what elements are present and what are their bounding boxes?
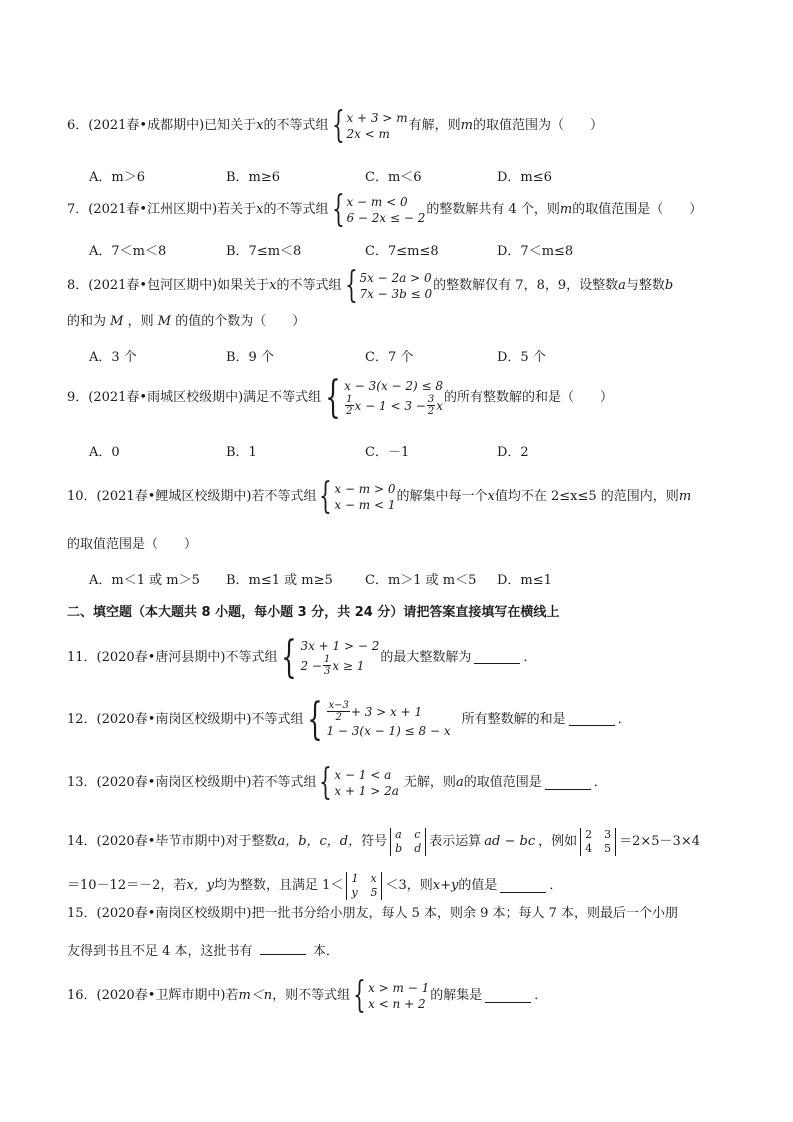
q11-sys-row2-a: 2 − (300, 658, 322, 673)
q10-x: x (487, 489, 495, 504)
q13-end: ． (593, 775, 607, 790)
q7-sys-row1: x − m < 0 (346, 195, 408, 209)
q11-system (278, 631, 380, 683)
q9-option-d[interactable]: D．2 (497, 445, 529, 460)
question-9 (67, 371, 614, 423)
q12-sys-row1 (326, 700, 450, 723)
q8-sys-row1: 5x − 2a > 0 (359, 271, 432, 285)
q8-system (343, 265, 433, 306)
q11-tail: 的最大整数解为 (380, 649, 472, 665)
q14-line2d: 的值是 (458, 878, 498, 893)
section-heading-fill-in: 二、填空题（本大题共 8 小题，每小题 3 分，共 24 分）请把答案直接填写在横线上 (67, 605, 560, 620)
q6-var: x (256, 118, 264, 133)
q9-frac1-num: 1 (346, 394, 353, 405)
question-11 (67, 631, 537, 683)
q8-option-c[interactable]: C．7 个 (365, 350, 414, 365)
det3-b: y (351, 886, 358, 899)
q8-line2b: ，则 (127, 314, 154, 329)
q15-line2 (67, 942, 339, 960)
question-10 (67, 476, 692, 517)
question-7 (67, 189, 703, 230)
q8-tail: 的整数解仅有 7，8，9，设整数 (433, 278, 619, 293)
q8-tail2: 与整数 (625, 278, 665, 293)
q6-system (330, 105, 408, 146)
q9-tail: 的所有整数解的和是（ ） (444, 389, 614, 405)
q12-frac-den: 2 (335, 712, 342, 723)
q14-det-example (580, 828, 616, 856)
q12-system (304, 693, 451, 745)
q16-sys-row1: x > m − 1 (368, 981, 430, 995)
q6-option-c[interactable]: C．m＜6 (365, 170, 422, 185)
q6-stem: 6．(2021春•成都期中)已知关于 (67, 118, 257, 133)
q16-tail: 的解集是 (430, 988, 483, 1003)
q14-mid2: 表示运算 (429, 834, 482, 849)
q6-mid: 的不等式组 (263, 118, 329, 133)
q8-line2 (67, 314, 305, 330)
q16-sys-row2: x < n + 2 (368, 997, 426, 1011)
q11-sys-row2 (300, 654, 379, 677)
brace-icon: { (331, 189, 345, 230)
det2-b: 4 (585, 842, 593, 855)
q13-sys-row1: x − 1 < a (334, 768, 392, 782)
q14-xy: x，y (186, 878, 215, 893)
q6-option-a[interactable]: A．m＞6 (89, 170, 145, 185)
q8-a: a (618, 278, 626, 293)
q6-tail: 有解，则 (408, 118, 461, 133)
det3-d: 5 (370, 886, 378, 899)
det1-b: b (395, 842, 403, 855)
q8-mid: 的不等式组 (276, 278, 342, 293)
brace-icon: { (325, 371, 341, 423)
q8-option-d[interactable]: D．5 个 (497, 350, 546, 365)
q13-a: a (455, 775, 464, 790)
question-13 (67, 762, 607, 803)
question-16 (67, 975, 548, 1016)
q8-M2: M (157, 314, 172, 329)
q10-sys-row2: x − m < 1 (334, 498, 396, 512)
question-6 (67, 105, 603, 146)
q9-frac1-den: 2 (346, 406, 353, 417)
q14-mid3: ，例如 (538, 834, 578, 849)
det2-c: 3 (604, 828, 612, 841)
q16-cond: m＜n (238, 988, 273, 1003)
brace-icon: { (344, 265, 358, 306)
q6-tail2: 的取值范围为（ ） (472, 118, 603, 133)
q9-sys-row2 (344, 394, 443, 417)
q16-answer-blank[interactable] (485, 990, 531, 1003)
q11-answer-blank[interactable] (474, 651, 520, 664)
q7-option-c[interactable]: C．7≤m≤8 (365, 244, 439, 259)
q6-option-d[interactable]: D．m≤6 (497, 170, 552, 185)
q13-answer-blank[interactable] (545, 777, 591, 790)
det3-c: x (370, 872, 377, 885)
q9-sys-row2-end: x (436, 398, 443, 413)
q9-option-c[interactable]: C．－1 (365, 445, 410, 460)
det3-a: 1 (351, 872, 359, 885)
q15-line2b: 本． (312, 944, 339, 959)
q16-end: ． (534, 988, 548, 1003)
q11-frac-num: 1 (323, 654, 331, 665)
q11-stem: 11．(2020春•唐河县期中)不等式组 (67, 649, 278, 665)
question-12 (67, 693, 631, 745)
q12-stem: 12．(2020春•南岗区校级期中)不等式组 (67, 711, 304, 727)
q7-mid: 的不等式组 (263, 202, 329, 217)
q9-option-a[interactable]: A．0 (89, 445, 120, 460)
q14-expr: ad − bc (484, 834, 536, 849)
q6-sys-row2: 2x < m (346, 127, 390, 141)
q14-line2c: ＜3，则 (385, 878, 433, 893)
q12-answer-blank[interactable] (569, 713, 615, 726)
q9-stem: 9．(2021春•雨城区校级期中)满足不等式组 (67, 389, 322, 405)
q11-end: ． (523, 649, 537, 665)
q7-sys-row2: 6 − 2x ≤ − 2 (346, 211, 426, 225)
q11-sys-row1: 3x + 1 > − 2 (300, 639, 380, 653)
q10-tail: 的解集中每一个 (396, 489, 488, 504)
q10-m: m (678, 489, 692, 504)
q15-line2a: 友得到书且不足 4 本，这批书有 (67, 944, 253, 959)
q13-system (317, 762, 399, 803)
q8-stem: 8．(2021春•包河区期中)如果关于 (67, 278, 270, 293)
q13-tail2: 的取值范围是 (463, 775, 542, 790)
q12-sys-row1-b: + 3 > x + 1 (350, 704, 423, 719)
q9-frac2-den: 2 (427, 406, 435, 417)
q12-tail: 所有整数解的和是 (461, 711, 566, 727)
q13-tail: 无解，则 (403, 775, 456, 790)
det2-d: 5 (604, 842, 612, 855)
q14-line2 (67, 872, 562, 900)
q10-option-c[interactable]: C．m＞1 或 m＜5 (365, 573, 477, 588)
q7-tail: 的整数解共有 4 个，则 (426, 202, 560, 217)
question-14 (67, 828, 700, 856)
q14-mid4: ＝2×5－3×4 (619, 834, 700, 849)
q16-stem: 16．(2020春•卫辉市期中)若 (67, 988, 239, 1003)
q9-system (322, 371, 444, 423)
q6-m: m (460, 118, 473, 133)
q7-tail2: 的取值范围是（ ） (572, 202, 703, 217)
q9-sys-row2-mid: x − 1 < 3 − (354, 398, 426, 413)
q8-line2a: 的和为 (67, 314, 107, 329)
brace-icon: { (319, 476, 333, 517)
q8-option-a[interactable]: A．3 个 (89, 350, 137, 365)
q15-answer-blank[interactable] (260, 942, 306, 955)
q9-frac2-num: 3 (427, 394, 435, 405)
q15-line1: 15．(2020春•南岗区校级期中)把一批书分给小朋友，每人 5 本，则余 9 本；每人 7 本，则最后一个小朋 (67, 906, 679, 921)
det2-a: 2 (585, 828, 593, 841)
q8-M: M (110, 314, 124, 329)
q12-frac-num: x−3 (328, 700, 349, 711)
brace-icon: { (331, 105, 345, 146)
q7-option-d[interactable]: D．7＜m≤8 (497, 244, 574, 259)
q13-stem: 13．(2020春•南岗区校级期中)若不等式组 (67, 775, 317, 790)
q6-sys-row1: x + 3 > m (346, 111, 408, 125)
q8-var: x (269, 278, 277, 293)
q10-tail2: 值均不在 2≤x≤5 的范围内，则 (494, 489, 679, 504)
q14-xpy: x+y (432, 878, 459, 893)
q10-stem: 10．(2021春•鲤城区校级期中)若不等式组 (67, 489, 317, 504)
q14-answer-blank[interactable] (500, 880, 546, 893)
det1-c: c (414, 828, 421, 841)
q14-det-symbol (390, 828, 426, 856)
det1-a: a (395, 828, 402, 841)
q8-line2c: 的值的个数为（ ） (175, 314, 306, 329)
q8-b: b (664, 278, 674, 293)
q14-stem: 14．(2020春•毕节市期中)对于整数 (67, 834, 278, 849)
q10-option-a[interactable]: A．m＜1 或 m＞5 (89, 573, 200, 588)
q16-system (351, 975, 430, 1016)
q12-sys-row2: 1 − 3(x − 1) ≤ 8 − x (326, 724, 451, 738)
det1-d: d (414, 842, 422, 855)
q14-vars: a，b，c，d， (277, 834, 362, 849)
q9-option-b[interactable]: B．1 (226, 445, 257, 460)
q6-option-b[interactable]: B．m≥6 (226, 170, 281, 185)
q7-option-a[interactable]: A．7＜m＜8 (89, 244, 167, 259)
brace-icon: { (281, 631, 298, 683)
q14-line2a: ＝10－12＝－2，若 (67, 878, 187, 893)
q12-end: ． (617, 711, 631, 727)
q9-sys-row1: x − 3(x − 2) ≤ 8 (344, 379, 444, 393)
q11-frac-den: 3 (323, 666, 331, 677)
q10-option-b[interactable]: B．m≤1 或 m≥5 (226, 573, 333, 588)
q16-mid: ，则不等式组 (272, 988, 351, 1003)
brace-icon: { (353, 975, 366, 1016)
q7-system (330, 189, 426, 230)
q7-var: x (256, 202, 264, 217)
q11-sys-row2-b: x ≥ 1 (332, 658, 365, 673)
question-8 (67, 265, 674, 306)
q10-line2: 的取值范围是（ ） (67, 537, 198, 552)
q7-option-b[interactable]: B．7≤m＜8 (226, 244, 302, 259)
q14-mid: 符号 (361, 834, 388, 849)
q14-det-condition (346, 872, 382, 900)
q10-system (317, 476, 396, 517)
q7-m: m (559, 202, 573, 217)
q8-option-b[interactable]: B．9 个 (226, 350, 274, 365)
q10-option-d[interactable]: D．m≤1 (497, 573, 552, 588)
q8-sys-row2: 7x − 3b ≤ 0 (359, 287, 433, 301)
q7-stem: 7．(2021春•江州区期中)若关于 (67, 202, 257, 217)
brace-icon: { (307, 693, 324, 745)
q14-line2b: 均为整数，且满足 1＜ (214, 878, 344, 893)
q13-sys-row2: x + 1 > 2a (334, 784, 399, 798)
brace-icon: { (319, 762, 333, 803)
q10-sys-row1: x − m > 0 (334, 482, 396, 496)
q14-end: ． (549, 878, 563, 893)
